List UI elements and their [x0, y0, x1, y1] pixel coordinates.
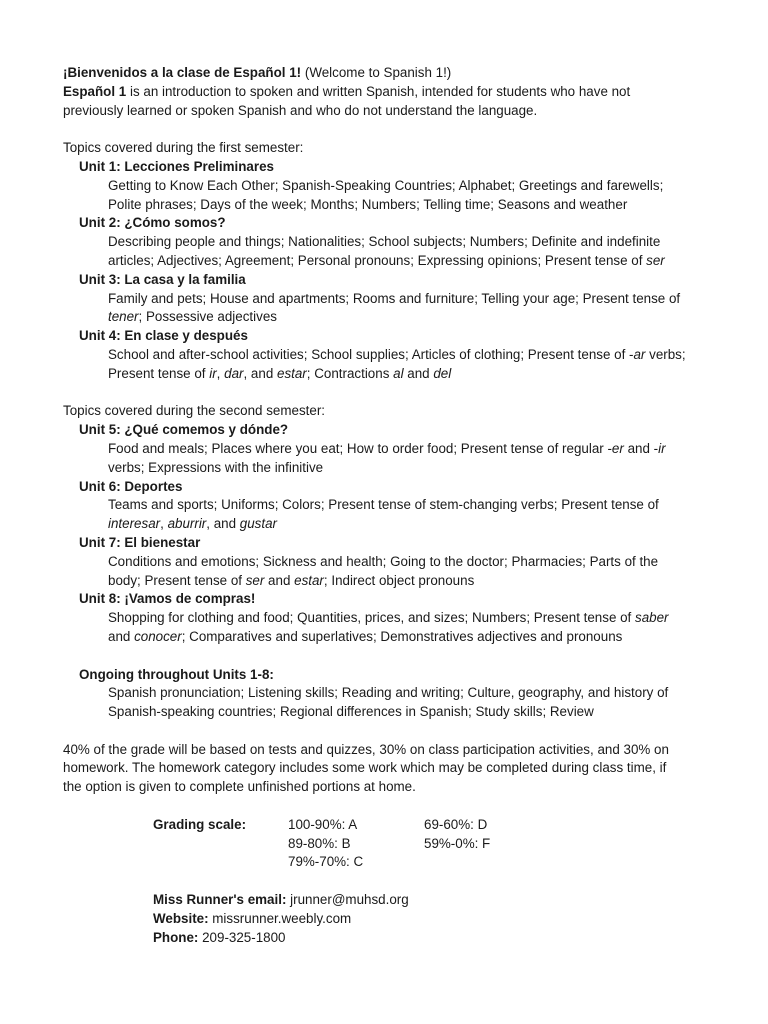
unit-8-title: Unit 8: ¡Vamos de compras!	[79, 591, 256, 607]
course-description-line-1: Español 1 is an introduction to spoken and written Spanish, intended for students who have not	[63, 83, 631, 99]
unit-7-topics-2: body; Present tense of ser and estar; Indirect object pronouns	[108, 572, 475, 588]
unit-2-topics-2: articles; Adjectives; Agreement; Personal pronouns; Expressing opinions; Present tense of ser	[108, 252, 665, 268]
grading-scale-column-1	[288, 816, 363, 872]
unit-4-title: Unit 4: En clase y después	[79, 328, 248, 344]
course-name: Español 1	[63, 83, 127, 99]
ongoing-topics-2: Spanish-speaking countries; Regional differences in Spanish; Study skills; Review	[108, 704, 594, 720]
grading-scale	[153, 816, 708, 872]
grade-info-line-1: 40% of the grade will be based on tests and quizzes, 30% on class participation activities, and 30% on	[63, 741, 669, 757]
unit-6-topics-2: interesar, aburrir, and gustar	[108, 516, 277, 532]
unit-1-topics-1: Getting to Know Each Other; Spanish-Speaking Countries; Alphabet; Greetings and farewells;	[108, 177, 664, 193]
email-label: Miss Runner's email:	[153, 892, 287, 908]
unit-3-title: Unit 3: La casa y la familia	[79, 271, 246, 287]
unit-5-topics-1: Food and meals; Places where you eat; How to order food; Present tense of regular -er and -ir	[108, 440, 666, 456]
email-value[interactable]: jrunner@muhsd.org	[286, 892, 409, 908]
grade-b: 89-80%: B	[288, 835, 351, 851]
unit-5-topics-2: verbs; Expressions with the infinitive	[108, 459, 324, 475]
semester2-heading: Topics covered during the second semester:	[63, 403, 325, 419]
unit-6-title: Unit 6: Deportes	[79, 478, 183, 494]
phone-label: Phone:	[153, 929, 199, 945]
unit-5-title: Unit 5: ¿Qué comemos y dónde?	[79, 422, 289, 438]
welcome-translation: (Welcome to Spanish 1!)	[301, 65, 452, 80]
unit-7-title: Unit 7: El bienestar	[79, 534, 201, 550]
website-line	[153, 910, 708, 929]
unit-2-title: Unit 2: ¿Cómo somos?	[79, 215, 226, 231]
unit-2-topics-1: Describing people and things; Nationalities; School subjects; Numbers; Definite and indefinite	[108, 234, 661, 250]
unit-8-topics-2: and conocer; Comparatives and superlatives; Demonstratives adjectives and pronouns	[108, 628, 623, 644]
grade-c: 79%-70%: C	[288, 854, 364, 870]
grading-scale-column-2	[424, 816, 490, 854]
unit-3-topics-2: tener; Possessive adjectives	[108, 309, 277, 325]
website-label: Website:	[153, 910, 209, 926]
contact-info	[153, 891, 708, 947]
unit-3-topics-1: Family and pets; House and apartments; Rooms and furniture; Telling your age; Present tense of	[108, 290, 681, 306]
grade-info-line-3: the option is given to complete unfinished portions at home.	[63, 779, 416, 795]
welcome-line	[63, 64, 708, 83]
ongoing-topics-1: Spanish pronunciation; Listening skills; Reading and writing; Culture, geography, and history of	[108, 685, 669, 701]
unit-7-topics-1: Conditions and emotions; Sickness and health; Going to the doctor; Pharmacies; Parts of the	[108, 553, 659, 569]
unit-8-topics-1: Shopping for clothing and food; Quantities, prices, and sizes; Numbers; Present tense of saber	[108, 610, 669, 626]
grade-f: 59%-0%: F	[424, 835, 491, 851]
unit-1-topics-2: Polite phrases; Days of the week; Months; Numbers; Telling time; Seasons and weather	[108, 196, 628, 212]
grading-scale-label: Grading scale:	[153, 816, 247, 832]
ongoing-title: Ongoing throughout Units 1-8:	[79, 666, 274, 682]
unit-4-topics-1: School and after-school activities; School supplies; Articles of clothing; Present tense of -ar verbs;	[108, 346, 686, 362]
grade-d: 69-60%: D	[424, 816, 488, 832]
grade-a: 100-90%: A	[288, 816, 358, 832]
unit-6-topics-1: Teams and sports; Uniforms; Colors; Present tense of stem-changing verbs; Present tense of	[108, 497, 659, 513]
phone-value: 209-325-1800	[198, 929, 286, 945]
unit-4-topics-2: Present tense of ir, dar, and estar; Contractions al and del	[108, 365, 452, 381]
email-line	[153, 891, 708, 910]
website-value[interactable]: missrunner.weebly.com	[208, 910, 352, 926]
grade-info-line-2: homework. The homework category includes some work which may be completed during class time, if	[63, 760, 667, 776]
semester1-heading: Topics covered during the first semester:	[63, 140, 304, 156]
unit-1-title: Unit 1: Lecciones Preliminares	[79, 158, 274, 174]
phone-line	[153, 929, 708, 948]
course-description-line-2: previously learned or spoken Spanish and who do not understand the language.	[63, 102, 538, 118]
welcome-heading: ¡Bienvenidos a la clase de Español 1!	[63, 65, 302, 80]
